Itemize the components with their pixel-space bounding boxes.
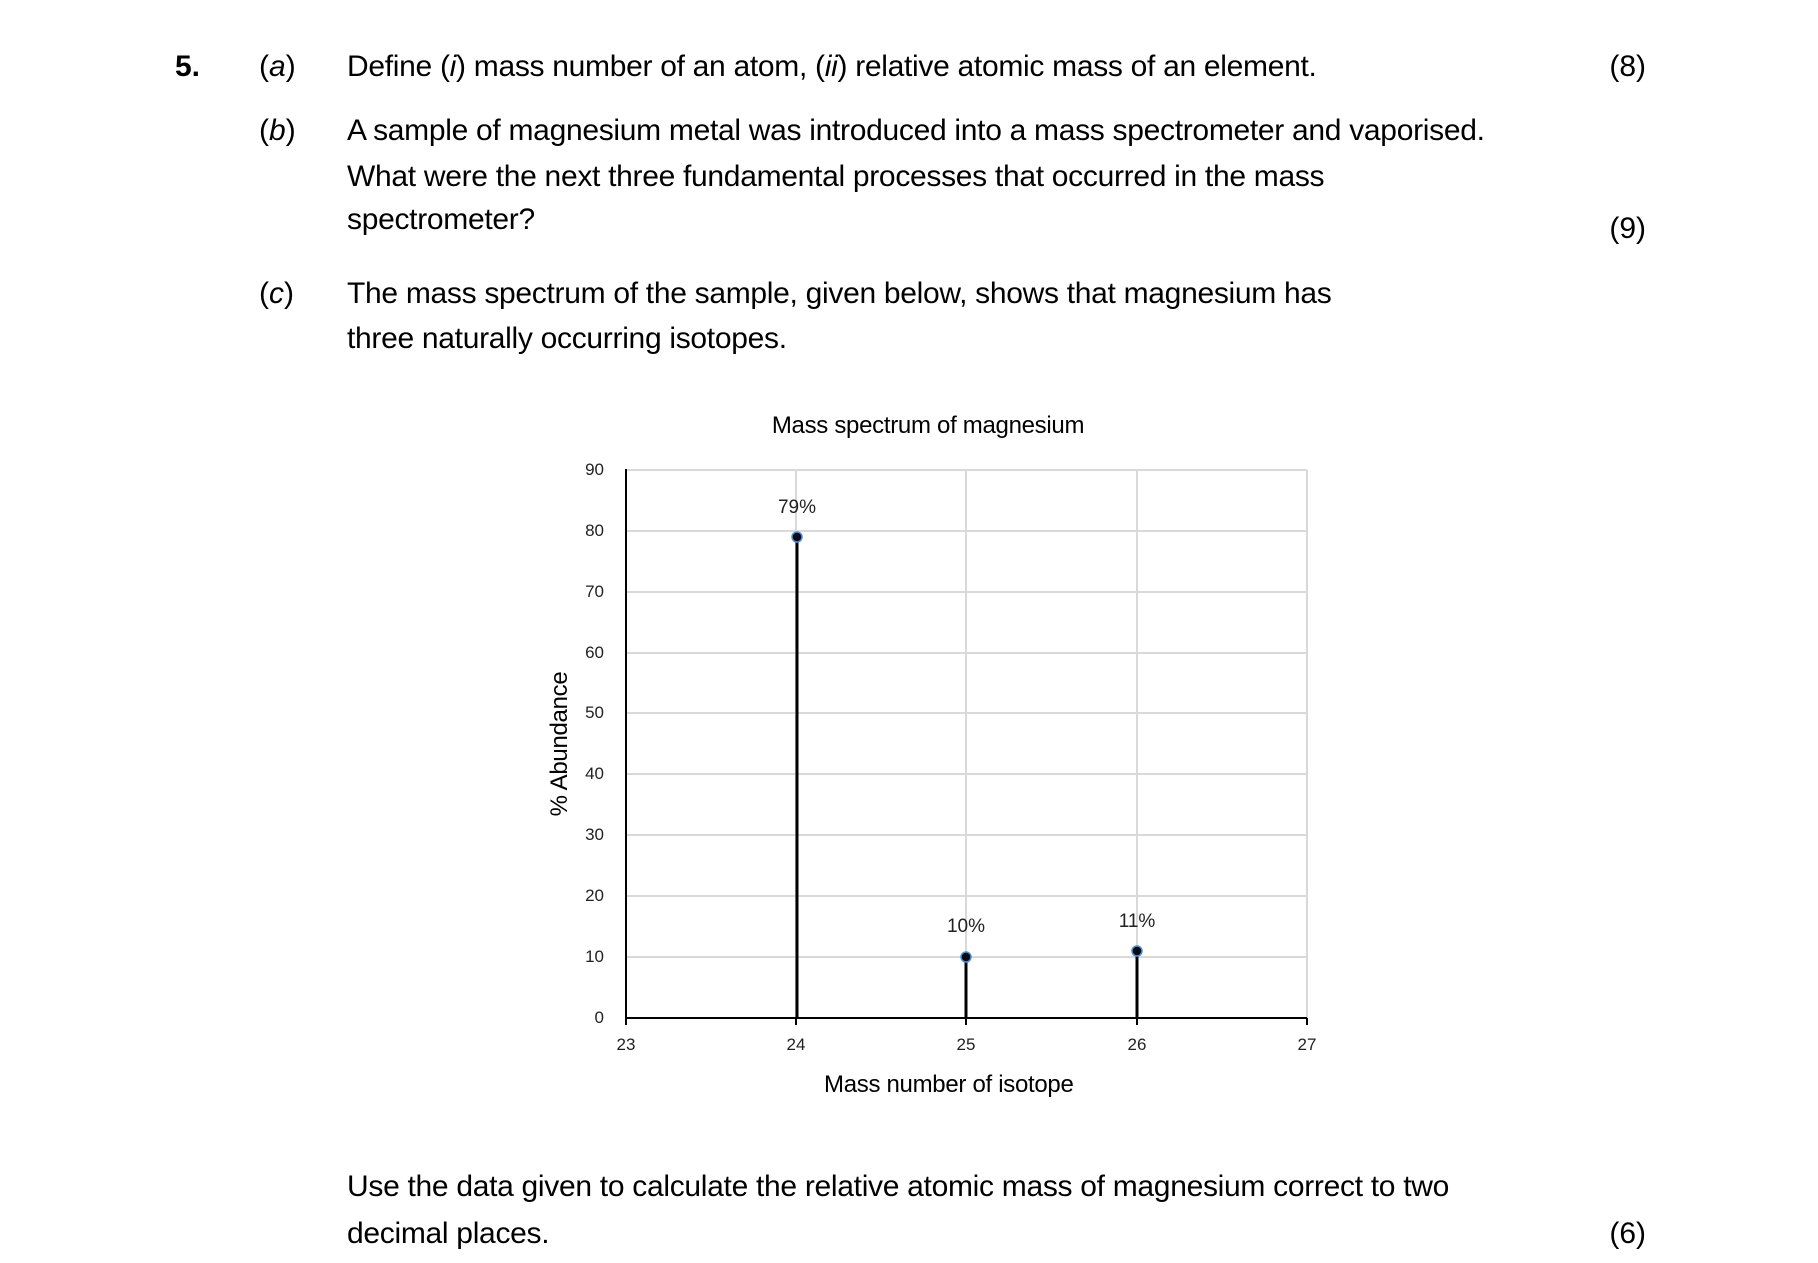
y-tick-30: 30	[585, 825, 604, 844]
text-seg: ) mass number of an atom, (	[456, 50, 825, 83]
paren-close: )	[285, 50, 296, 83]
x-tick-27: 27	[1297, 1035, 1317, 1054]
part-b-line-2: What were the next three fundamental processes that occurred in the mass	[347, 160, 1325, 193]
data-label-26: 11%	[1118, 911, 1156, 932]
part-b-line-3: spectrometer?	[347, 203, 535, 236]
part-letter: b	[269, 114, 286, 147]
x-tick-23: 23	[616, 1035, 636, 1054]
y-tick-0: 0	[594, 1008, 604, 1027]
part-c-line-1: The mass spectrum of the sample, given below, shows that magnesium has	[347, 277, 1332, 310]
y-tick-90: 90	[585, 460, 604, 479]
paren-open: (	[259, 114, 269, 147]
part-b-marks: (9)	[1609, 212, 1646, 245]
part-a-marks: (8)	[1609, 50, 1646, 83]
text-seg: Define (	[347, 50, 450, 83]
part-letter: c	[269, 277, 284, 310]
paren-open: (	[259, 50, 269, 83]
y-tick-60: 60	[585, 643, 604, 662]
data-label-24: 79%	[777, 497, 817, 518]
y-tick-80: 80	[585, 521, 604, 540]
y-axis-title: % Abundance	[546, 671, 573, 817]
x-tick-24: 24	[786, 1035, 806, 1054]
part-c-followup-line-1: Use the data given to calculate the relative atomic mass of magnesium correct to two	[347, 1170, 1449, 1203]
y-tick-50: 50	[585, 703, 604, 722]
x-tick-25: 25	[956, 1035, 976, 1054]
x-axis-title: Mass number of isotope	[824, 1071, 1074, 1098]
x-tick-26: 26	[1127, 1035, 1147, 1054]
part-letter: a	[269, 50, 286, 83]
part-b-line-1: A sample of magnesium metal was introduced into a mass spectrometer and vaporised.	[347, 114, 1485, 147]
y-tick-70: 70	[585, 582, 604, 601]
part-c-marks: (6)	[1609, 1217, 1646, 1250]
paren-close: )	[285, 114, 296, 147]
text-seg: ) relative atomic mass of an element.	[837, 50, 1317, 83]
paren-open: (	[259, 277, 269, 310]
y-tick-10: 10	[585, 947, 604, 966]
data-label-25: 10%	[946, 916, 986, 937]
chart-title: Mass spectrum of magnesium	[771, 412, 1085, 439]
y-tick-40: 40	[585, 764, 604, 783]
y-tick-20: 20	[585, 886, 604, 905]
question-number: 5.	[175, 50, 201, 83]
vertical-gridlines	[796, 470, 1307, 1018]
text-seg-italic: ii	[824, 50, 838, 83]
text-seg-italic: i	[449, 50, 457, 83]
part-c-line-2: three naturally occurring isotopes.	[347, 322, 787, 355]
paren-close: )	[284, 277, 294, 310]
part-c-followup-line-2: decimal places.	[347, 1217, 550, 1250]
